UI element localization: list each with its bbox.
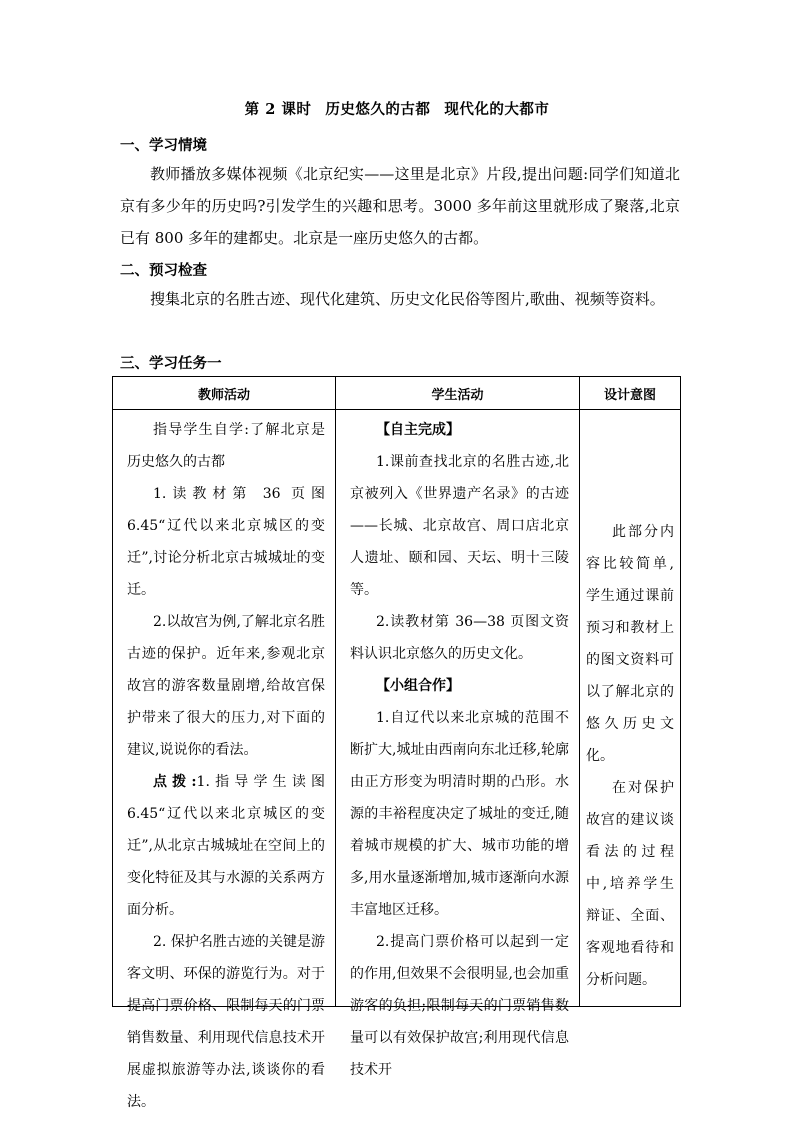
student-paragraph: 1.课前查找北京的名胜古迹,北京被列入《世界遗产名录》的古迹——长城、北京故宫、周口店北京人遗址、颐和园、天坛、明十三陵等。 [350,454,569,598]
design-paragraph: 在对保护故宫的建议谈看法的过程中,培养学生辩证、全面、客观地看待和分析问题。 [586,780,674,988]
title-part-lesson: 第 2 课时 [244,101,312,118]
title-part-ancient-capital: 历史悠久的古都 [325,101,431,118]
header-teacher-activity: 教师活动 [113,377,336,410]
hint-label: 点拨: [153,774,197,790]
section-text-preview-check: 搜集北京的名胜古迹、现代化建筑、历史文化民俗等图片,歌曲、视频等资料。 [150,290,665,308]
teacher-paragraph: 指导学生自学:了解北京是历史悠久的古都 [127,422,325,470]
teacher-paragraph: 1.读教材第 36 页图 6.45“辽代以来北京城区的变迁”,讨论分析北京古城城址的变迁。 [127,486,325,598]
student-paragraph: 2.提高门票价格可以起到一定的作用,但效果不会很明显,也会加重游客的负担;限制每天的门票销售数量可以有效保护故宫;利用现代信息技术开 [350,934,569,1078]
section-heading-task-one: 三、学习任务一 [120,355,222,372]
student-paragraph: 1.自辽代以来北京城的范围不断扩大,城址由西南向东北迁移,轮廓由正方形变为明清时期的凸形。水源的丰裕程度决定了城址的变迁,随着城市规模的扩大、城市功能的增多,用水量逐渐增加,城市逐渐向水源丰富地区迁移。 [350,710,569,918]
student-subheading: 【自主完成】 [376,422,460,438]
header-student-activity: 学生活动 [336,377,580,410]
student-subheading: 【小组合作】 [376,678,460,694]
section-heading-preview-check: 二、预习检查 [120,262,207,279]
teacher-paragraph: 2. 保护名胜古迹的关键是游客文明、环保的游览行为。对于提高门票价格、限制每天的门票销售数量、利用现代信息技术开展虚拟旅游等办法,谈谈你的看法。 [127,934,325,1110]
page-title [0,98,794,119]
hint-text: 1.指导学生读图 6.45“辽代以来北京城区的变迁”,从北京古城城址在空间上的变化特征及其与水源的关系两方面分析。 [127,774,326,918]
teacher-hint-paragraph [127,766,325,926]
design-paragraph: 此部分内容比较简单,学生通过课前预习和教材上的图文资料可以了解北京的悠久历史文化。 [586,524,674,764]
teacher-activity-cell [113,410,336,1110]
header-design-intent: 设计意图 [580,377,681,410]
section-heading-learning-context: 一、学习情境 [120,137,207,154]
task-table [112,376,681,1110]
title-part-modern-city: 现代化的大都市 [444,101,550,118]
student-activity-cell [336,410,580,1078]
table-header-row [113,377,681,410]
teacher-paragraph: 2.以故宫为例,了解北京名胜古迹的保护。近年来,参观北京故宫的游客数量剧增,给故宫保护带来了很大的压力,对下面的建议,说说你的看法。 [127,614,325,758]
table-row [113,410,681,1007]
design-intent-cell [580,410,681,1007]
student-paragraph: 2.读教材第 36—38 页图文资料认识北京悠久的历史文化。 [350,614,569,662]
section-text-learning-context: 教师播放多媒体视频《北京纪实——这里是北京》片段,提出问题:同学们知道北京有多少年的历史吗?引发学生的兴趣和思考。3000 多年前这里就形成了聚落,北京已有 800 多年的建都史。北京是一座历史悠久的古都。 [120,165,680,247]
